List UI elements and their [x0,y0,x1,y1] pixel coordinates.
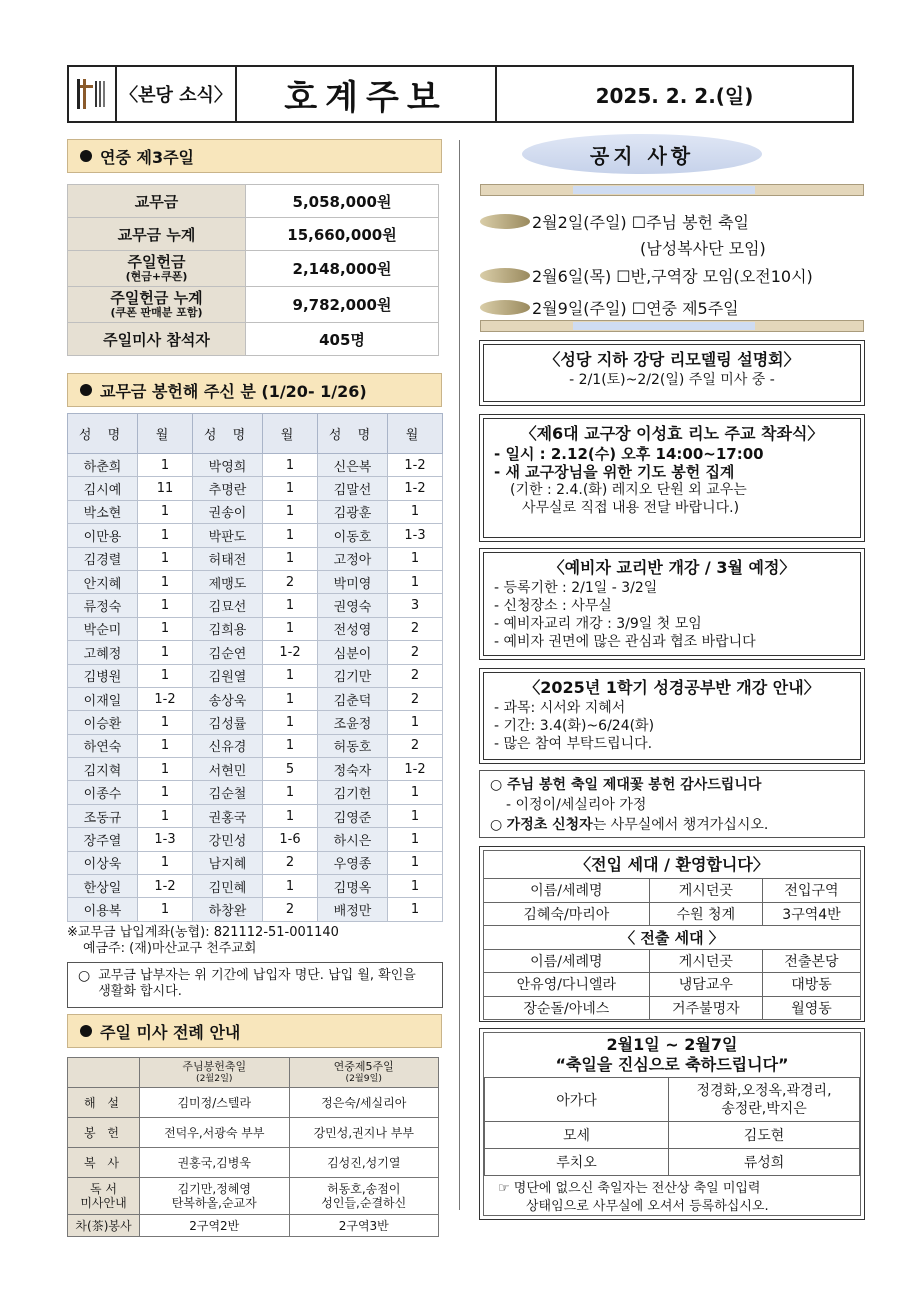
donor-name: 남지혜 [193,851,263,874]
notice-subtext: (남성복사단 모임) [640,239,766,258]
donors-title: 교무금 봉헌해 주신 분 (1/20- 1/26) [100,381,367,401]
notice-item [480,296,739,319]
donor-months: 1 [263,477,318,500]
table-row [68,547,443,570]
donor-months: 1 [138,500,193,523]
table-row [68,500,443,523]
stripe-divider [480,184,864,196]
finance-row [68,218,439,251]
donor-name: 이종수 [68,781,138,804]
donor-months: 2 [388,734,443,757]
movein-cell: 3구역4반 [762,902,860,926]
feast-saint: 모세 [485,1122,669,1149]
bullet-icon [80,150,92,162]
donors-header-cell: 월 [263,414,318,454]
donors-header-cell: 월 [388,414,443,454]
donor-months: 1-2 [388,477,443,500]
movein-header-cell: 전입구역 [762,879,860,903]
donor-months: 1-2 [138,875,193,898]
donor-name: 정숙자 [318,758,388,781]
mass-title: 주일 미사 전례 안내 [100,1022,241,1042]
thanks-box [479,770,865,838]
mass-col-2: 연중제5주일 (2월9일) [289,1058,439,1088]
finance-label: 교무금 누계 [68,218,246,251]
donor-months: 1 [388,898,443,921]
donor-months: 1 [388,851,443,874]
donor-name: 하연숙 [68,734,138,757]
donor-name: 하창완 [193,898,263,921]
mass-row [68,1118,439,1148]
movein-header-row [484,879,861,903]
circle-bullet-icon: ○ [78,968,91,984]
donors-notice [67,962,443,1008]
donor-months: 1 [388,547,443,570]
table-row [68,617,443,640]
donors-header-row [68,414,443,454]
table-row [68,734,443,757]
account-line: ※교무금 납입계좌(농협): 821112-51-001140 [67,925,339,940]
table-row [68,454,443,477]
mass-cell: 전덕우,서광숙 부부 [140,1118,290,1148]
donors-notice-text: 교무금 납부자는 위 기간에 납입자 명단. 납입 월, 확인을 생활화 합시다. [98,968,416,999]
mass-cell: 2구역2반 [140,1215,290,1237]
donor-months: 1-2 [388,758,443,781]
catechumen-line: - 등록기한 : 2/1일 - 3/2일 [494,580,658,596]
cross-logo-icon [75,77,109,111]
movein-box [479,846,865,1022]
donor-name: 하춘희 [68,454,138,477]
donor-months: 1 [388,570,443,593]
donor-months: 1 [138,524,193,547]
stripe-divider [480,320,864,332]
donor-name: 이상욱 [68,851,138,874]
donors-header-cell: 성 명 [318,414,388,454]
moveout-row [484,996,861,1020]
donor-name: 김기헌 [318,781,388,804]
movein-cell: 수원 청계 [649,902,762,926]
donor-months: 1-6 [263,828,318,851]
feast-names: 류성희 [669,1149,860,1176]
notice-item [480,210,749,233]
donor-months: 1 [138,758,193,781]
moveout-title-row [484,926,861,950]
table-row [68,477,443,500]
donor-months: 1 [138,804,193,827]
donors-header-cell: 월 [138,414,193,454]
bishop-line: 사무실로 직접 내용 전달 바랍니다.) [522,500,740,516]
donor-name: 김희용 [193,617,263,640]
donor-name: 김성률 [193,711,263,734]
remodel-title: 〈성당 지하 강당 리모델링 설명회〉 [544,350,800,369]
donor-name: 이만용 [68,524,138,547]
donor-name: 고혜정 [68,641,138,664]
donor-name: 김춘덕 [318,687,388,710]
mass-table [67,1057,439,1237]
notices-title: 공지 사항 [522,134,762,174]
donor-months: 1 [138,641,193,664]
donor-name: 박판도 [193,524,263,547]
donors-table [67,413,443,922]
table-row [68,828,443,851]
masthead [67,65,854,123]
feast-saint: 루치오 [485,1149,669,1176]
thanks-line: ○ 주님 봉헌 축일 제대꽃 봉헌 감사드립니다 [490,777,762,793]
mass-row [68,1148,439,1178]
donor-months: 2 [388,664,443,687]
feast-note: ☞ 명단에 없으신 축일자는 전산상 축일 미입력 상태임으로 사무실에 오셔서 등록하십시오. [498,1181,769,1214]
finance-row [68,251,439,287]
donor-months: 1-2 [388,454,443,477]
week-bar [67,139,442,173]
donor-months: 1 [138,570,193,593]
bible-line: - 많은 참여 부탁드립니다. [494,736,653,752]
bullet-icon [80,384,92,396]
finance-label: 주일헌금 (현금+쿠폰) [68,251,246,287]
mass-role: 봉 헌 [68,1118,140,1148]
feast-title-dates: 2월1일 ~ 2월7일 [606,1035,738,1054]
mass-cell: 권홍국,김병욱 [140,1148,290,1178]
donor-months: 1-2 [263,641,318,664]
donor-months: 1 [263,711,318,734]
donor-name: 이동호 [318,524,388,547]
table-row [68,781,443,804]
notice-text: 2월6일(목) ☐반,구역장 모임(오전10시) [532,267,813,286]
catechumen-title: 〈예비자 교리반 개강 / 3월 예정〉 [548,558,796,577]
bishop-box [479,414,865,542]
mass-bar [67,1014,442,1048]
donor-months: 1 [263,454,318,477]
donor-name: 박영희 [193,454,263,477]
table-row [68,641,443,664]
donor-months: 1 [138,594,193,617]
donor-months: 2 [263,570,318,593]
mass-cell: 김성진,성기열 [289,1148,439,1178]
donor-months: 2 [388,641,443,664]
donor-months: 1 [388,781,443,804]
mass-row-reader [68,1178,439,1215]
week-title: 연중 제3주일 [100,147,194,167]
mass-role: 독 서 미사안내 [68,1178,140,1215]
mass-cell: 정은숙/세실리아 [289,1088,439,1118]
donor-months: 1 [138,851,193,874]
donor-months: 1 [263,524,318,547]
donor-name: 권홍국 [193,804,263,827]
moveout-row [484,973,861,997]
circle-bullet-icon: ○ [490,817,507,833]
table-row [68,570,443,593]
thanks-line: - 이정이/세실리아 가정 [506,797,647,813]
donor-name: 안지혜 [68,570,138,593]
moveout-header-cell: 게시던곳 [649,949,762,973]
donor-months: 1 [138,664,193,687]
account-note [67,925,443,957]
donor-name: 허동호 [318,734,388,757]
table-row [68,711,443,734]
finance-value: 9,782,000원 [246,287,439,323]
donor-months: 1-3 [138,828,193,851]
donor-name: 김순철 [193,781,263,804]
moveout-header-cell: 전출본당 [762,949,860,973]
issue-date: 2025. 2. 2.(일) [595,83,754,108]
mass-header-row [68,1058,439,1088]
feast-row [485,1078,860,1122]
finance-value: 405명 [246,323,439,356]
donor-months: 1 [263,617,318,640]
mass-col-1: 주님봉헌축일 (2월2일) [140,1058,290,1088]
donor-months: 1 [263,804,318,827]
donor-months: 1 [263,875,318,898]
donor-months: 2 [388,687,443,710]
donor-name: 권영숙 [318,594,388,617]
donor-months: 2 [263,898,318,921]
bishop-line: - 새 교구장님을 위한 기도 봉헌 집계 [494,463,735,481]
donor-months: 1 [138,781,193,804]
catechumen-line: - 예비자교리 개강 : 3/9일 첫 모임 [494,616,702,632]
notice-item [480,264,813,287]
table-row [68,875,443,898]
donor-months: 2 [263,851,318,874]
donor-name: 김원열 [193,664,263,687]
section-label: 〈본당 소식〉 [117,67,237,121]
moveout-cell: 월영동 [762,996,860,1020]
bishop-line: - 일시 : 2.12(수) 오후 14:00~17:00 [494,445,764,463]
feast-box [479,1028,865,1220]
movein-header-cell: 게시던곳 [649,879,762,903]
movein-row [484,902,861,926]
table-row [68,687,443,710]
moveout-cell: 안유영/다니엘라 [484,973,650,997]
donor-name: 김영준 [318,804,388,827]
donor-name: 박미영 [318,570,388,593]
notice-text: 2월9일(주일) ☐연중 제5주일 [532,299,739,318]
feast-row [485,1122,860,1149]
bishop-title: 〈제6대 교구장 이성효 리노 주교 착좌식〉 [520,424,824,443]
donor-months: 1 [388,711,443,734]
donor-name: 심분이 [318,641,388,664]
moveout-title: 〈 전출 세대 〉 [484,926,861,950]
donor-months: 5 [263,758,318,781]
bible-line: - 기간: 3.4(화)~6/24(화) [494,718,655,734]
donor-name: 제맹도 [193,570,263,593]
donor-months: 1 [263,687,318,710]
donor-months: 1-2 [138,687,193,710]
thanks-line: ○ 가정초 신청자는 사무실에서 챙겨가십시오. [490,817,769,833]
finance-label: 주일미사 참석자 [68,323,246,356]
donor-months: 1 [138,734,193,757]
feast-names: 김도현 [669,1122,860,1149]
movein-cell: 김혜숙/마리아 [484,902,650,926]
donor-name: 신유경 [193,734,263,757]
mass-row-tea [68,1215,439,1237]
donor-months: 2 [388,617,443,640]
finance-label: 교무금 [68,185,246,218]
donor-name: 우영종 [318,851,388,874]
donor-months: 1 [263,500,318,523]
mass-role: 해 설 [68,1088,140,1118]
donor-name: 이승환 [68,711,138,734]
donor-name: 김병원 [68,664,138,687]
table-row [68,664,443,687]
ellipse-bullet-icon [480,268,530,283]
moveout-cell: 대방동 [762,973,860,997]
table-row [68,804,443,827]
circle-bullet-icon: ○ [490,777,508,793]
donor-name: 박순미 [68,617,138,640]
donors-header-cell: 성 명 [68,414,138,454]
donor-months: 1 [263,664,318,687]
finance-row [68,287,439,323]
mass-role: 차(茶)봉사 [68,1215,140,1237]
donor-months: 11 [138,477,193,500]
mass-cell: 2구역3반 [289,1215,439,1237]
notice-text: 2월2일(주일) ☐주님 봉헌 축일 [532,213,750,232]
donor-months: 1 [138,454,193,477]
movein-header-cell: 이름/세례명 [484,879,650,903]
bible-box [479,668,865,764]
donor-name: 김시예 [68,477,138,500]
donor-months: 1 [138,898,193,921]
donor-months: 1 [388,828,443,851]
donor-name: 이용복 [68,898,138,921]
donor-months: 1 [263,594,318,617]
donor-months: 1 [138,547,193,570]
catechumen-box [479,548,865,660]
bulletin-title: 호계주보 [237,67,497,121]
donor-name: 권송이 [193,500,263,523]
donor-name: 조동규 [68,804,138,827]
catechumen-line: - 신청장소 : 사무실 [494,598,612,614]
catechumen-line: - 예비자 권면에 많은 관심과 협조 바랍니다 [494,634,756,650]
ellipse-bullet-icon [480,214,530,229]
donor-name: 하시은 [318,828,388,851]
table-row [68,524,443,547]
account-holder: 예금주: (재)마산교구 천주교회 [83,941,257,956]
donor-name: 김민혜 [193,875,263,898]
donor-name: 허태전 [193,547,263,570]
feast-row [485,1149,860,1176]
donor-months: 1 [263,734,318,757]
bible-title: 〈2025년 1학기 성경공부반 개강 안내〉 [524,678,820,697]
donors-bar [67,373,442,407]
donor-name: 한상일 [68,875,138,898]
bishop-line: (기한 : 2.4.(화) 레지오 단원 외 교우는 [510,482,747,498]
donor-name: 김기만 [318,664,388,687]
donor-months: 1 [388,804,443,827]
finance-row [68,323,439,356]
bible-line: - 과목: 시서와 지혜서 [494,700,626,716]
bullet-icon [80,1025,92,1037]
donor-name: 김순연 [193,641,263,664]
donor-name: 신은복 [318,454,388,477]
remodel-box [479,340,865,406]
moveout-cell: 냉담교우 [649,973,762,997]
mass-cell: 김기만,정혜영 탄복하올,순교자 [140,1178,290,1215]
moveout-cell: 장순돌/아네스 [484,996,650,1020]
mass-corner-cell [68,1058,140,1088]
column-divider [459,140,460,1210]
donor-name: 장주열 [68,828,138,851]
finance-value: 2,148,000원 [246,251,439,287]
donor-months: 3 [388,594,443,617]
table-row [68,594,443,617]
mass-row [68,1088,439,1118]
mass-cell: 강민성,권지나 부부 [289,1118,439,1148]
donor-name: 김묘선 [193,594,263,617]
movein-table [483,878,861,1020]
church-logo [69,67,117,121]
table-row [68,758,443,781]
moveout-cell: 거주불명자 [649,996,762,1020]
donor-months: 1 [388,875,443,898]
donor-name: 박소현 [68,500,138,523]
donor-name: 전성영 [318,617,388,640]
donor-name: 김경렬 [68,547,138,570]
moveout-header-cell: 이름/세례명 [484,949,650,973]
finance-value: 5,058,000원 [246,185,439,218]
ellipse-bullet-icon [480,300,530,315]
remodel-sub: - 2/1(토)~2/2(일) 주일 미사 중 - [569,372,775,388]
finance-table [67,184,439,356]
donor-name: 김말선 [318,477,388,500]
feast-title-greeting: “축일을 진심으로 축하드립니다” [555,1055,789,1074]
finance-label: 주일헌금 누계 (쿠폰 판매분 포함) [68,287,246,323]
donor-months: 1 [138,617,193,640]
donor-months: 1 [138,711,193,734]
donor-name: 김명옥 [318,875,388,898]
donor-name: 서현민 [193,758,263,781]
donor-name: 이재일 [68,687,138,710]
donors-header-cell: 성 명 [193,414,263,454]
donor-name: 조윤정 [318,711,388,734]
feast-names: 정경화,오정옥,곽경리, 송정란,박지은 [669,1078,860,1122]
donor-name: 배정만 [318,898,388,921]
donor-name: 강민성 [193,828,263,851]
donor-months: 1 [263,781,318,804]
mass-cell: 허동호,송점이 성인들,순결하신 [289,1178,439,1215]
movein-title: 〈전입 세대 / 환영합니다〉 [483,850,861,878]
donor-name: 류정숙 [68,594,138,617]
donor-months: 1 [263,547,318,570]
mass-role: 복 사 [68,1148,140,1178]
donor-name: 추명란 [193,477,263,500]
table-row [68,898,443,921]
donor-name: 고정아 [318,547,388,570]
donor-name: 김지혁 [68,758,138,781]
donor-months: 1-3 [388,524,443,547]
donor-months: 1 [388,500,443,523]
feast-saint: 아가다 [485,1078,669,1122]
donor-name: 송상욱 [193,687,263,710]
moveout-header-row [484,949,861,973]
mass-cell: 김미정/스텔라 [140,1088,290,1118]
finance-row [68,185,439,218]
feast-table [484,1077,860,1176]
donor-name: 김광훈 [318,500,388,523]
table-row [68,851,443,874]
finance-value: 15,660,000원 [246,218,439,251]
